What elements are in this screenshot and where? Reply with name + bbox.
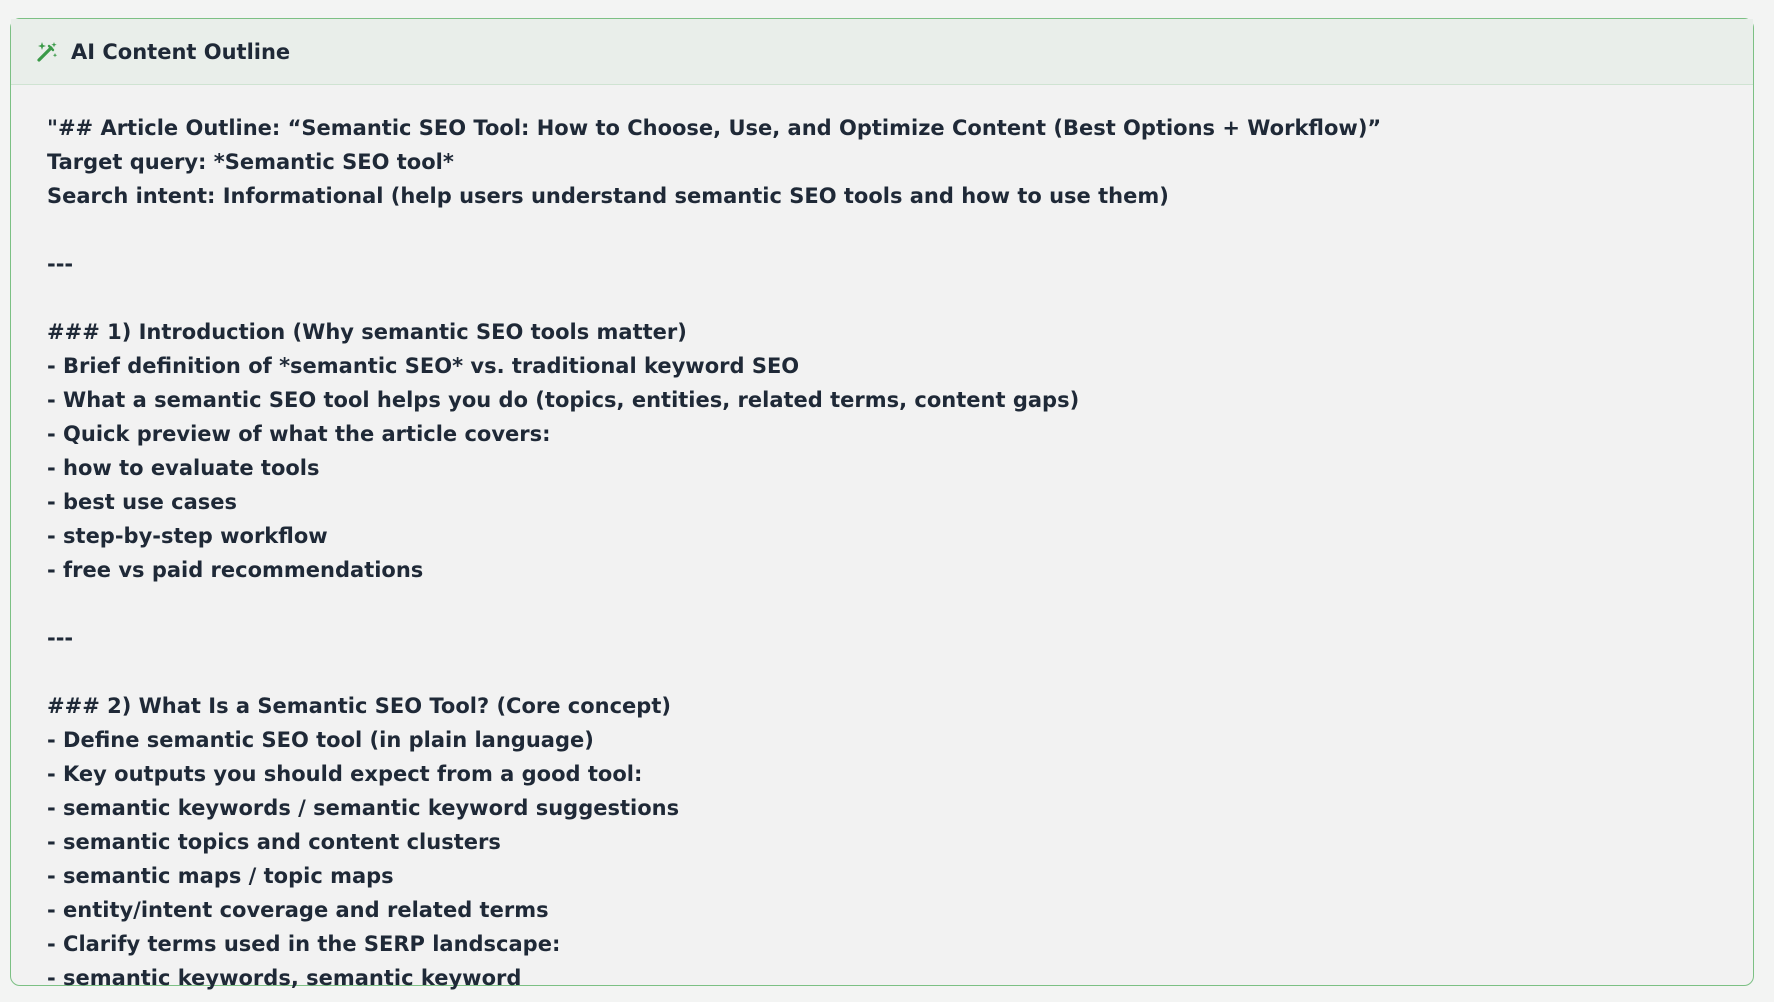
outline-line: ### 1) Introduction (Why semantic SEO tools matter) (47, 320, 687, 344)
outline-line: - Key outputs you should expect from a good tool: (47, 762, 643, 786)
outline-line (47, 655, 1753, 689)
outline-line (47, 281, 1753, 315)
outline-line: - Clarify terms used in the SERP landscape: (47, 932, 561, 956)
outline-line: - step-by-step workflow (47, 524, 328, 548)
ai-content-outline-panel (10, 18, 1754, 990)
outline-line: Target query: *Semantic SEO tool* (47, 150, 454, 174)
panel-title: AI Content Outline (71, 39, 291, 64)
outline-line: --- (47, 252, 74, 276)
outline-line: - entity/intent coverage and related terms (47, 898, 549, 922)
outline-line: - Quick preview of what the article covers: (47, 422, 551, 446)
outline-line (47, 587, 1753, 621)
outline-line: - semantic keywords / semantic keyword suggestions (47, 796, 680, 820)
outline-line: - Define semantic SEO tool (in plain language) (47, 728, 594, 752)
outline-line: - how to evaluate tools (47, 456, 320, 480)
outline-line: - Brief definition of *semantic SEO* vs. traditional keyword SEO (47, 354, 800, 378)
outline-line: - free vs paid recommendations (47, 558, 424, 582)
outline-line: --- (47, 626, 74, 650)
outline-line: ### 2) What Is a Semantic SEO Tool? (Core concept) (47, 694, 671, 718)
outline-line: - semantic topics and content clusters (47, 830, 501, 854)
outline-line: - semantic maps / topic maps (47, 864, 394, 888)
outline-content[interactable] (11, 85, 1753, 990)
outline-line: "## Article Outline: “Semantic SEO Tool: How to Choose, Use, and Optimize Content (Best Options + Workflow)” (47, 116, 1382, 140)
magic-wand-icon (35, 40, 59, 64)
outline-line: - What a semantic SEO tool helps you do (topics, entities, related terms, content gaps) (47, 388, 1080, 412)
panel-header (11, 19, 1753, 85)
outline-line: - best use cases (47, 490, 238, 514)
outline-line: - semantic keywords, semantic keyword (47, 966, 522, 990)
outline-line (47, 213, 1753, 247)
outline-line: Search intent: Informational (help users understand semantic SEO tools and how to use them) (47, 184, 1169, 208)
